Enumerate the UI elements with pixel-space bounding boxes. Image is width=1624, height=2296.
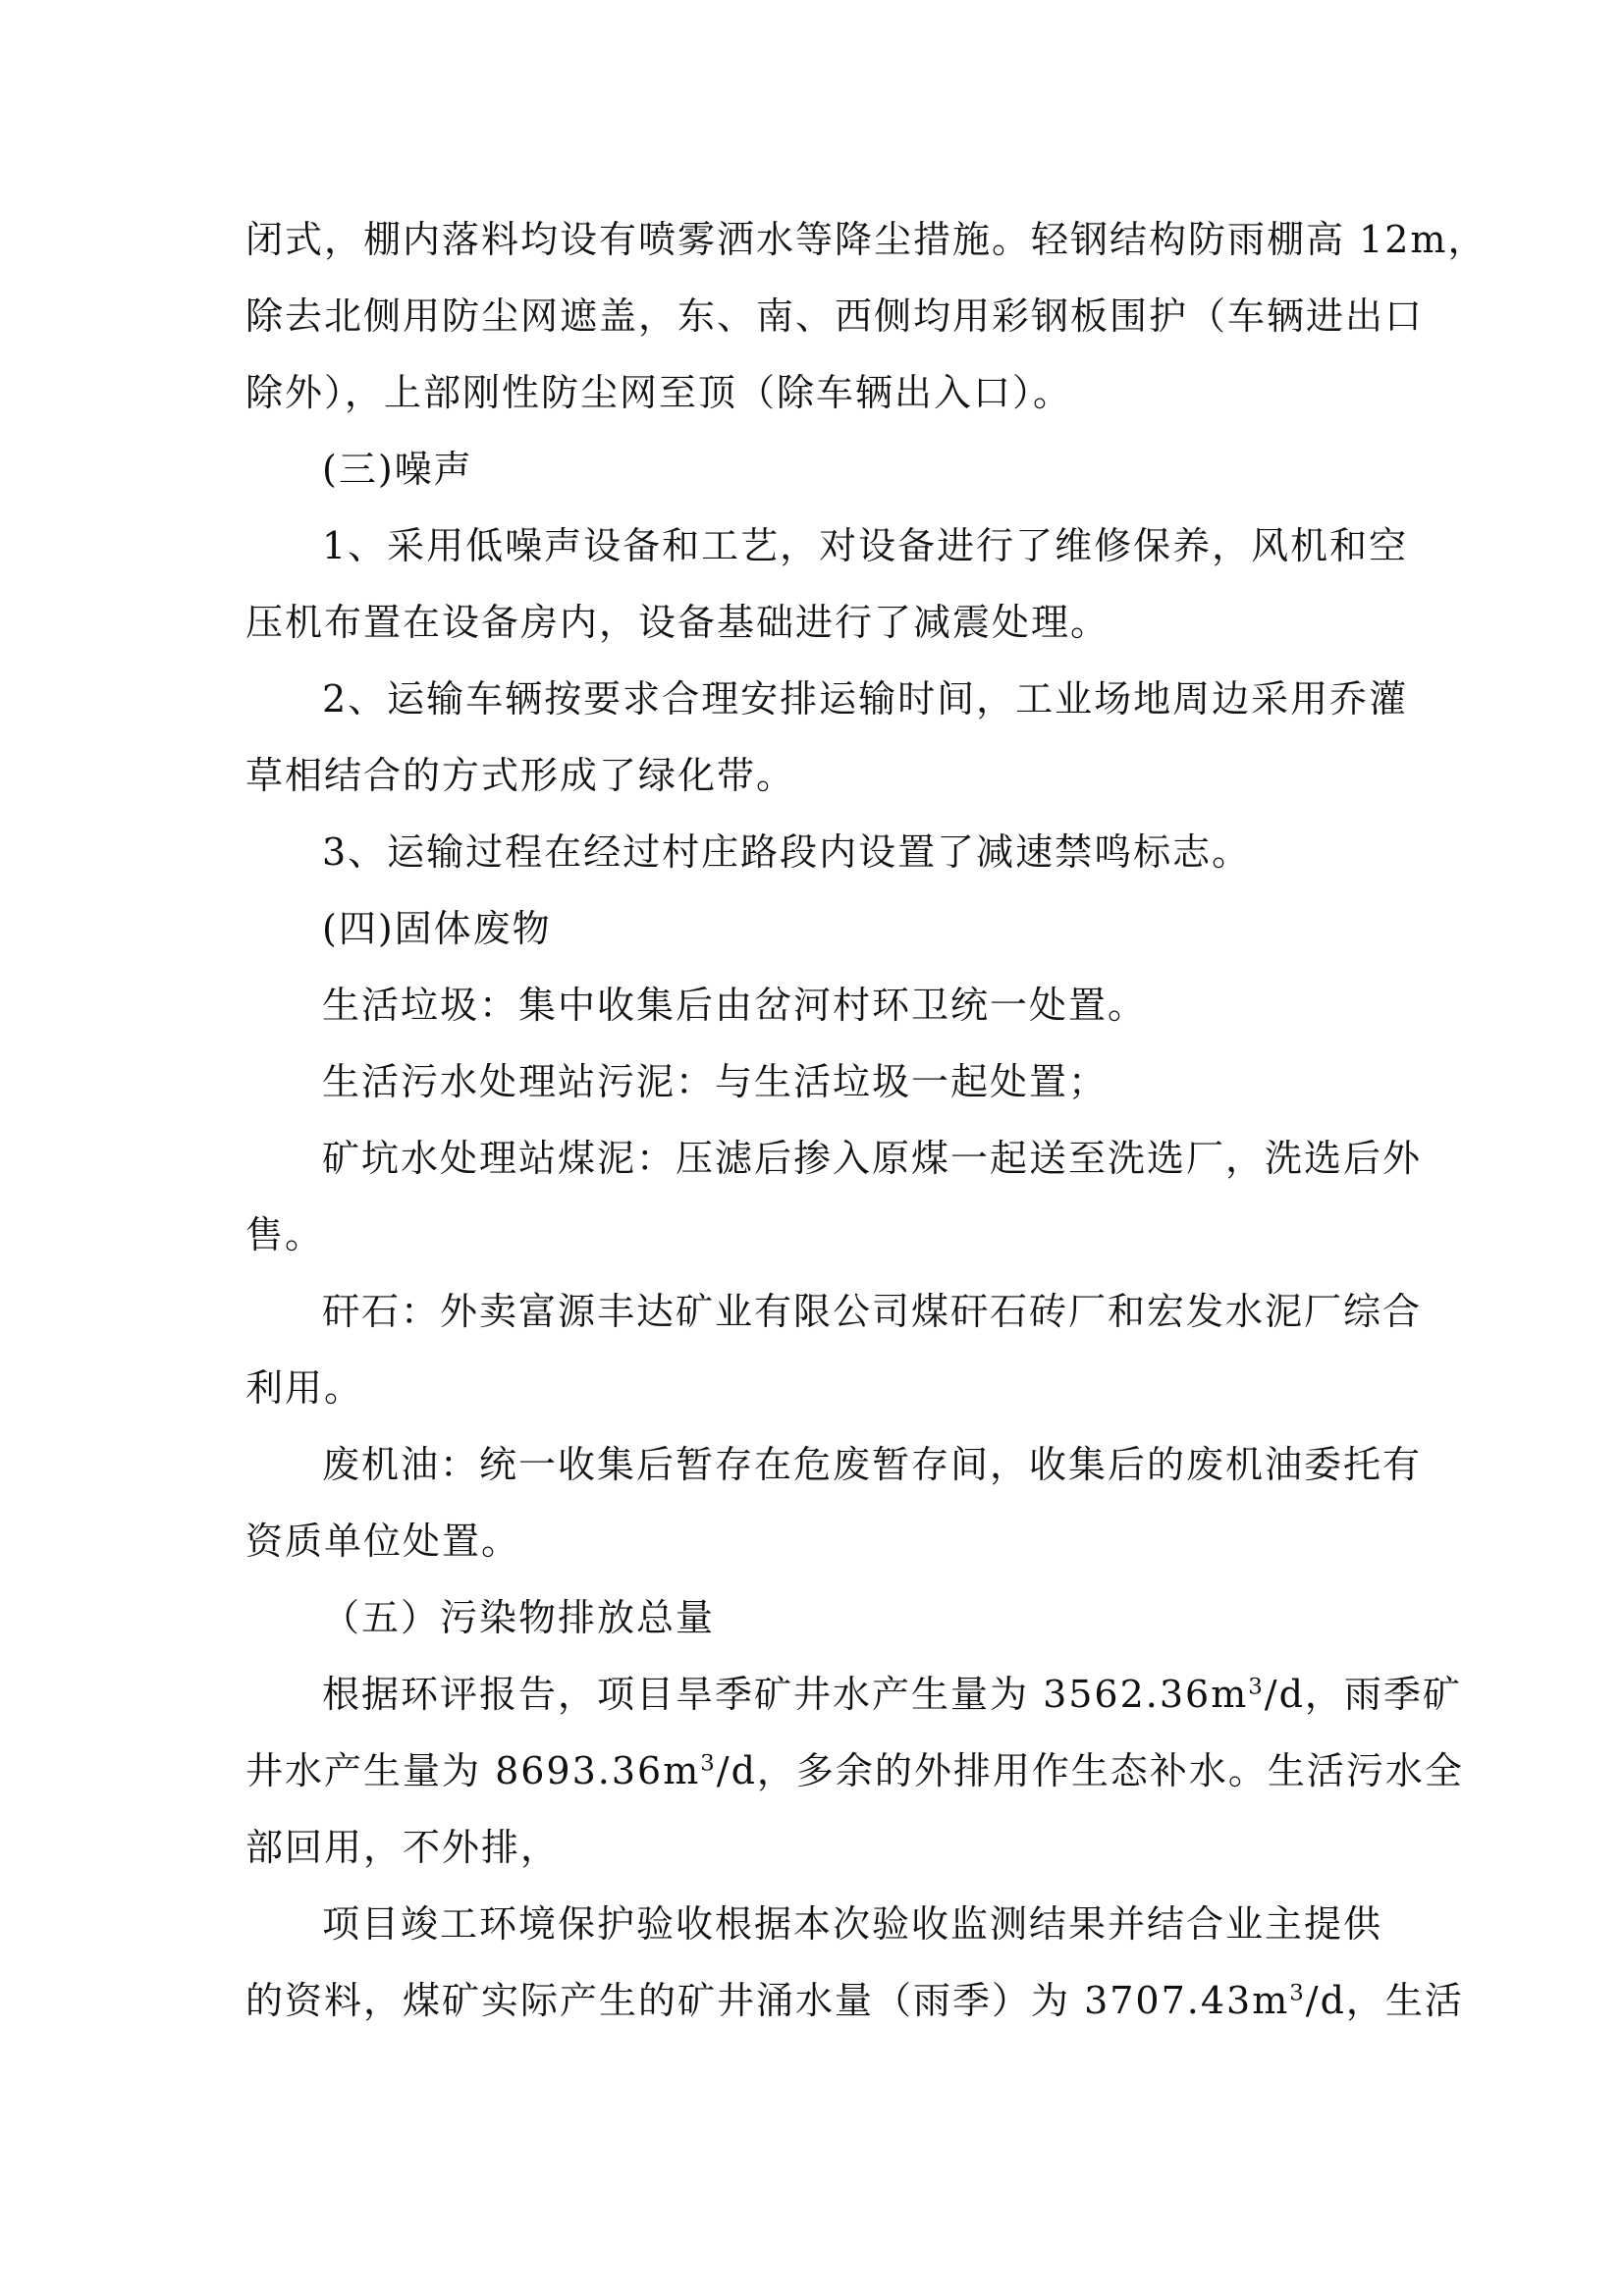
list-item-noise-3: 3、运输过程在经过村庄路段内设置了减速禁鸣标志。 — [322, 830, 1252, 874]
section-heading-total-emissions: （五）污染物排放总量 — [322, 1596, 716, 1639]
list-item-noise-1: 1、采用低噪声设备和工艺，对设备进行了维修保养，风机和空 — [322, 524, 1409, 567]
text-run: 井水产生量为 8693.36m — [245, 1749, 701, 1792]
superscript: 3 — [1289, 1980, 1306, 2006]
paragraph-eia-line-2 — [245, 1745, 1464, 1796]
body-text-line: 闭式，棚内落料均设有喷雾洒水等降尘措施。轻钢结构防雨棚高 12m， — [245, 218, 1488, 261]
superscript: 3 — [700, 1750, 717, 1777]
paragraph-acceptance-line-2 — [245, 1975, 1464, 2026]
waste-item-coal-slime-cont: 售。 — [245, 1213, 325, 1256]
waste-item-waste-oil-cont: 资质单位处置。 — [245, 1520, 521, 1563]
text-run: 根据环评报告，项目旱季矿井水产生量为 3562.36m — [322, 1673, 1249, 1716]
text-run: /d，雨季矿 — [1264, 1673, 1462, 1716]
text-run: /d，生活 — [1305, 1979, 1464, 2022]
paragraph-eia-line-3: 部回用，不外排， — [245, 1826, 561, 1869]
list-item-noise-2: 2、运输车辆按要求合理安排运输时间，工业场地周边采用乔灌 — [322, 677, 1409, 721]
superscript: 3 — [1248, 1674, 1265, 1700]
body-text-line: 除外），上部刚性防尘网至顶（除车辆出入口）。 — [245, 371, 1073, 414]
section-heading-noise: (三)噪声 — [322, 448, 473, 491]
waste-item-coal-slime: 矿坑水处理站煤泥：压滤后掺入原煤一起送至洗选厂，洗选后外 — [322, 1137, 1423, 1180]
list-item-noise-2-cont: 草相结合的方式形成了绿化带。 — [245, 754, 796, 797]
list-item-noise-1-cont: 压机布置在设备房内，设备基础进行了减震处理。 — [245, 601, 1110, 644]
section-heading-solid-waste: (四)固体废物 — [322, 907, 552, 950]
text-run: 的资料，煤矿实际产生的矿井涌水量（雨季）为 3707.43m — [245, 1979, 1290, 2022]
text-run: /d，多余的外排用作生态补水。生活污水全 — [716, 1749, 1464, 1792]
paragraph-eia-line-1 — [322, 1669, 1462, 1720]
waste-item-gangue: 矸石：外卖富源丰达矿业有限公司煤矸石砖厂和宏发水泥厂综合 — [322, 1290, 1423, 1333]
waste-item-gangue-cont: 利用。 — [245, 1366, 364, 1410]
paragraph-acceptance-line-1: 项目竣工环境保护验收根据本次验收监测结果并结合业主提供 — [322, 1902, 1383, 1946]
waste-item-sewage-sludge: 生活污水处理站污泥：与生活垃圾一起处置； — [322, 1060, 1109, 1103]
waste-item-domestic-garbage: 生活垃圾：集中收集后由岔河村环卫统一处置。 — [322, 984, 1148, 1027]
waste-item-waste-oil: 废机油：统一收集后暂存在危废暂存间，收集后的废机油委托有 — [322, 1443, 1423, 1486]
body-text-line: 除去北侧用防尘网遮盖，东、南、西侧均用彩钢板围护（车辆进出口 — [245, 294, 1425, 338]
